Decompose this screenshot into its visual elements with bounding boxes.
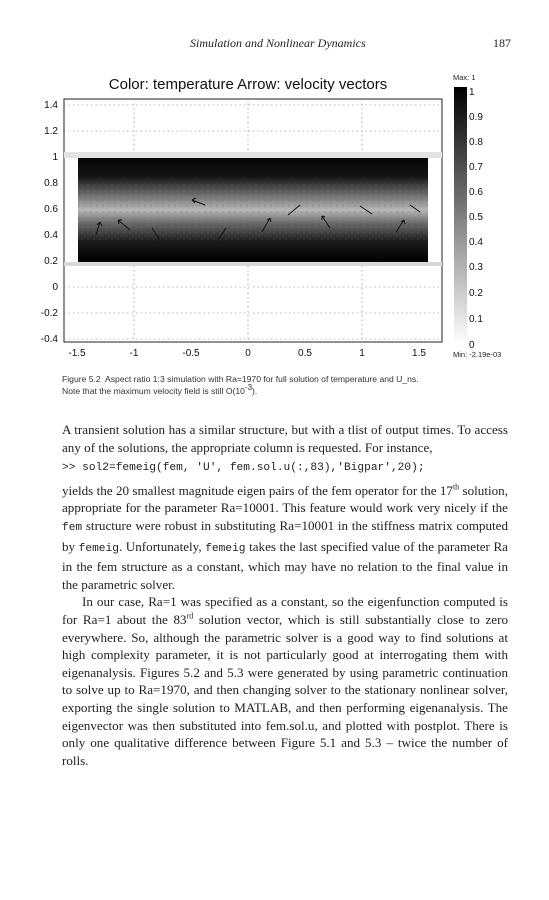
text-run: . Unfortunately, [118,538,206,554]
colorbar-max-label: Max: 1 [453,73,476,82]
running-head [0,36,549,54]
inline-code: fem [62,521,83,534]
y-tick-label: 0 [52,282,58,293]
colorbar-tick: 0.5 [469,212,483,223]
y-tick-label: 1.4 [44,100,58,111]
y-tick-labels [41,100,59,345]
y-tick-label: 0.8 [44,178,58,189]
y-tick-label: 0.2 [44,256,58,267]
x-tick-label: -1.5 [68,348,86,359]
colorbar-tick: 0.1 [469,314,483,325]
caption-text: Aspect ratio 1:3 simulation with Ra=1970 for full solution of temperature and U_ns. [105,374,419,384]
border-strip-bottom [64,262,442,266]
colorbar-tick: 0.8 [469,137,483,148]
x-tick-label: -0.5 [182,348,200,359]
caption-label: Figure 5.2 [62,374,101,384]
running-title: Simulation and Nonlinear Dynamics [190,36,366,50]
superscript: th [452,482,460,492]
text-run: yields the 20 smallest magnitude eigen pairs of the fem operator for the 17 [62,482,453,498]
y-tick-label: 1.2 [44,126,58,137]
paragraph [62,593,508,769]
x-tick-label: 0.5 [298,348,312,359]
figure [0,70,549,370]
colorbar-tick: 0.4 [469,237,483,248]
body-text [62,421,508,769]
paragraph: A transient solution has a similar structure, but with a tlist of output times. To access any of the solutions, the appropriate column is requested. For instance, [62,422,508,455]
y-tick-label: -0.4 [40,334,58,345]
x-tick-labels [68,348,426,359]
x-tick-label: 1 [359,348,365,359]
text-run: solution, appropriate for the parameter Ra=10001. This feature would work very nicely if the [62,482,508,516]
text-run: solution vector, which is still substantially close to zero everywhere. So, although the parametric solver is a good way to find solutions at high complexity parameter, it is not particularly good at interrogating them with eigenanalysis. Figures 5.2 and 5.3 were generated by using parametric continuation to solve up to Ra=1970, and then changing solver to the stationary nonlinear solver, exporting the single solution to MATLAB, and then performing eigenanalysis. The eigenvector was then substituted into fem.sol.u, and plotted with postplot. There is only one qualitative difference between Figure 5.1 and 5.3 – twice the number of rolls. [62,611,508,768]
border-strip-top [64,152,442,158]
colorbar-min-label: Min: -2.19e-03 [453,350,502,359]
inline-code: femeig [205,542,246,555]
x-tick-label: -1 [129,348,139,359]
caption-text: ). [252,386,258,396]
text-run: In our case, Ra=1 was specified as a constant, so the eigenfunction computed is for Ra=1 about the 83 [62,594,508,627]
colorbar-tick: 0.7 [469,162,483,173]
y-tick-label: 1 [52,152,58,163]
colorbar-tick: 1 [469,87,475,98]
inline-code: femeig [78,542,119,555]
temperature-texture [78,180,428,240]
colorbar-tick: 0 [469,340,475,351]
y-tick-label: 0.4 [44,230,58,241]
x-tick-label: 1.5 [412,348,426,359]
colorbar-tick: 0.3 [469,262,483,273]
y-tick-label: 0.6 [44,204,58,215]
colorbar-ticks [469,87,483,351]
caption-superscript: -3 [244,383,253,393]
y-tick-label: -0.2 [40,308,58,319]
text-run: takes the last specified value of the parameter Ra in the fem structure as a constant, which may have no relation to the final value in the parametric solver. [62,538,508,592]
colorbar [454,87,467,345]
plot-title: Color: temperature Arrow: velocity vectors [108,76,388,93]
figure-caption [62,373,502,397]
matlab-command: >> sol2=femeig(fem, 'U', fem.sol.u(:,83),'Bigpar',20); [62,462,425,475]
paragraph [62,482,508,594]
page-number: 187 [493,36,511,50]
temperature-plot [0,70,549,370]
colorbar-tick: 0.2 [469,288,483,299]
text-run: structure were robust in substituting Ra=10001 in the stiffness matrix computed by [62,517,508,554]
superscript: rd [186,611,194,621]
colorbar-tick: 0.6 [469,187,483,198]
colorbar-tick: 0.9 [469,112,483,123]
caption-text: Note that the maximum velocity field is still O(10 [62,386,245,396]
x-tick-label: 0 [245,348,251,359]
